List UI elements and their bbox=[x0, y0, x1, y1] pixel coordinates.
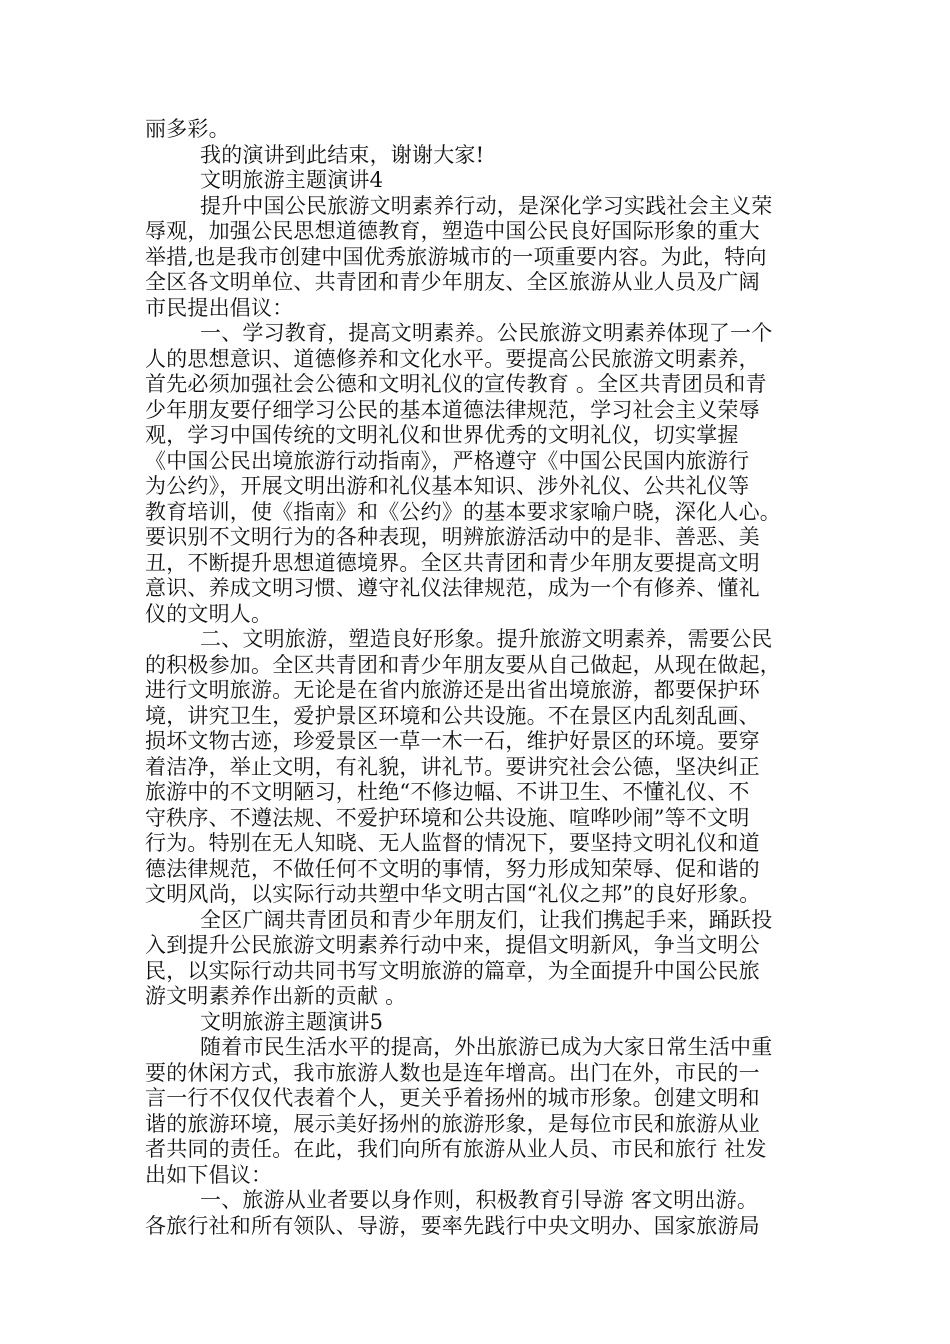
text-line: 损坏文物古迹，珍爱景区一草一木一石，维护好景区的环境。要穿 bbox=[145, 729, 760, 753]
text-line: 人的思想意识、道德修养和文化水平。要提高公民旅游文明素养， bbox=[145, 346, 760, 371]
text-line: 为公约》，开展文明出游和礼仪基本知识、涉外礼仪、公共礼仪等 bbox=[145, 474, 750, 498]
text-line: 要的休闲方式，我市旅游人数也是连年增高。出门在外，市民的一 bbox=[145, 1060, 760, 1085]
text-line: 全区各文明单位、共青团和青少年朋友、全区旅游从业人员及广阔 bbox=[145, 270, 760, 294]
text-line: 少年朋友要仔细学习公民的基本道德法律规范，学习社会主义荣辱 bbox=[145, 397, 760, 422]
text-line: 文明旅游主题演讲4 bbox=[200, 168, 384, 192]
text-line: 文明风尚，以实际行动共塑中华文明古国“礼仪之邦”的良好形象。 bbox=[145, 882, 761, 906]
text-line: 二、文明旅游，塑造良好形象。提升旅游文明素养，需要公民 bbox=[200, 627, 773, 651]
text-line: 我的演讲到此结束，谢谢大家! bbox=[200, 142, 485, 167]
text-line: 全区广阔共青团员和青少年朋友们，让我们携起手来，踊跃投 bbox=[200, 907, 773, 932]
text-line: 丑，不断提升思想道德境界。全区共青团和青少年朋友要提高文明 bbox=[145, 550, 760, 575]
text-line: 言一行不仅仅代表着个人，更关乎着扬州的城市形象。创建文明和 bbox=[145, 1086, 760, 1110]
text-line: 的积极参加。全区共青团和青少年朋友要从自己做起，从现在做起， bbox=[145, 652, 781, 677]
text-line: 各旅行社和所有领队、导游，要率先践行中央文明办、国家旅游局 bbox=[145, 1213, 760, 1238]
text-line: 者共同的责任。在此，我们向所有旅游从业人员、市民和旅行 社发 bbox=[145, 1137, 767, 1161]
text-line: 德法律规范，不做任何不文明的事情，努力形成知荣辱、促和谐的 bbox=[145, 856, 760, 881]
text-line: 旅游中的不文明陋习，杜绝“不修边幅、不讲卫生、不懂礼仪、不 bbox=[145, 780, 750, 804]
text-line: 仪的文明人。 bbox=[145, 601, 273, 626]
text-line: 丽多彩。 bbox=[145, 117, 230, 141]
text-line: 观，学习中国传统的文明礼仪和世界优秀的文明礼仪，切实掌握 bbox=[145, 423, 739, 447]
text-line: 守秩序、不遵法规、不爱护环境和公共设施、喧哗吵闹”等不文明 bbox=[145, 805, 750, 830]
text-line: 着洁净，举止文明，有礼貌，讲礼节。要讲究社会公德，坚决纠正 bbox=[145, 754, 760, 779]
text-line: 境，讲究卫生，爱护景区环境和公共设施。不在景区内乱刻乱画、 bbox=[145, 703, 760, 728]
text-line: 一、旅游从业者要以身作则，积极教育引导游 客文明出游。 bbox=[200, 1188, 759, 1212]
text-line: 出如下倡议： bbox=[145, 1162, 273, 1187]
text-line: 入到提升公民旅游文明素养行动中来，提倡文明新风，争当文明公 bbox=[145, 933, 760, 957]
text-line: 谐的旅游环境，展示美好扬州的旅游形象，是每位市民和旅游从业 bbox=[145, 1111, 760, 1136]
text-line: 进行文明旅游。无论是在省内旅游还是出省出境旅游，都要保护环 bbox=[145, 678, 760, 702]
text-line: 意识、养成文明习惯、遵守礼仪法律规范，成为一个有修养、懂礼 bbox=[145, 576, 760, 600]
text-line: 《中国公民出境旅游行动指南》，严格遵守《中国公民国内旅游行 bbox=[145, 448, 750, 473]
text-line: 提升中国公民旅游文明素养行动，是深化学习实践社会主义荣 bbox=[200, 193, 773, 218]
text-line: 教育培训，使《指南》和《公约》的基本要求家喻户晓，深化人心。 bbox=[145, 499, 781, 524]
text-line: 文明旅游主题演讲5 bbox=[200, 1009, 384, 1034]
text-line: 行为。特别在无人知晓、无人监督的情况下，要坚持文明礼仪和道 bbox=[145, 831, 760, 855]
text-line: 民，以实际行动共同书写文明旅游的篇章，为全面提升中国公民旅 bbox=[145, 958, 760, 983]
document-body bbox=[145, 117, 805, 1239]
text-line: 首先必须加强社会公德和文明礼仪的宣传教育 。全区共青团员和青 bbox=[145, 372, 767, 396]
text-line: 一、学习教育，提高文明素养。公民旅游文明素养体现了一个 bbox=[200, 321, 773, 345]
text-line: 举措,也是我市创建中国优秀旅游城市的一项重要内容。为此，特向 bbox=[145, 244, 767, 269]
text-line: 要识别不文明行为的各种表现，明辨旅游活动中的是非、善恶、美 bbox=[145, 525, 760, 549]
text-line: 随着市民生活水平的提高，外出旅游已成为大家日常生活中重 bbox=[200, 1035, 773, 1059]
text-line: 辱观，加强公民思想道德教育，塑造中国公民良好国际形象的重大 bbox=[145, 219, 760, 243]
text-line: 市民提出倡议： bbox=[145, 295, 294, 320]
text-line: 游文明素养作出新的贡献 。 bbox=[145, 984, 407, 1008]
